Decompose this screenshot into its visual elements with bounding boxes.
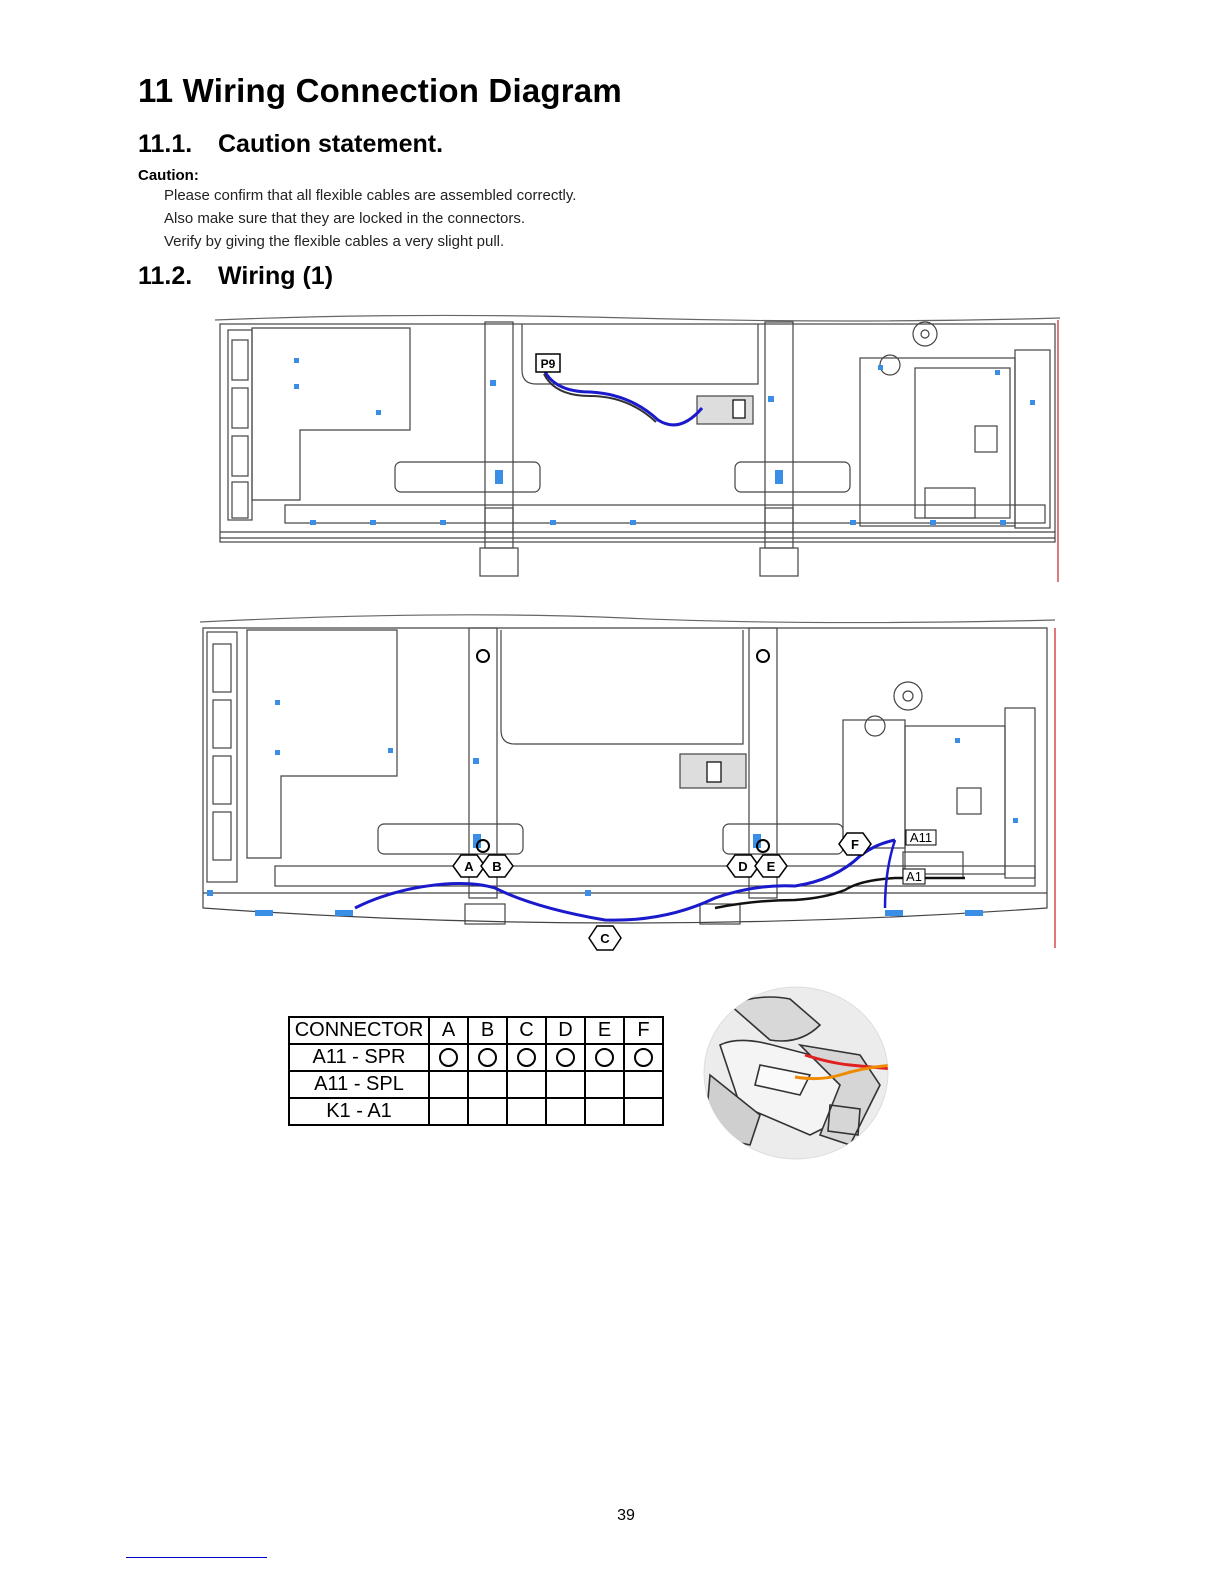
mark-cell	[546, 1098, 585, 1125]
mark-cell	[429, 1044, 468, 1071]
circle-mark	[556, 1048, 575, 1067]
section-title: Wiring (1)	[218, 262, 334, 290]
circle-mark	[595, 1048, 614, 1067]
table-row	[289, 1098, 663, 1125]
section-number: 11.2.	[138, 262, 193, 290]
section-number: 11.1.	[138, 130, 193, 158]
caution-line: Also make sure that they are locked in the connectors.	[164, 210, 526, 227]
table-header-cell: A	[429, 1017, 468, 1044]
row-label: A11 - SPR	[289, 1044, 429, 1071]
mark-cell	[507, 1071, 546, 1098]
footer-divider	[126, 1557, 267, 1558]
board-label-a11: A11	[909, 830, 933, 845]
circle-mark	[634, 1048, 653, 1067]
section-title: Caution statement.	[218, 130, 444, 158]
connector-label-p9: P9	[540, 357, 556, 371]
mark-cell	[624, 1071, 663, 1098]
table-header-cell: E	[585, 1017, 624, 1044]
mark-cell	[468, 1071, 507, 1098]
mark-cell	[624, 1044, 663, 1071]
table-header-cell: F	[624, 1017, 663, 1044]
mark-cell	[585, 1098, 624, 1125]
row-label: A11 - SPL	[289, 1071, 429, 1098]
section-heading-wiring	[138, 262, 333, 291]
mark-cell	[546, 1044, 585, 1071]
chapter-title: 11 Wiring Connection Diagram	[138, 72, 622, 109]
circle-mark	[439, 1048, 458, 1067]
marker-f	[839, 833, 871, 855]
circle-mark	[478, 1048, 497, 1067]
svg-text:F: F	[851, 837, 859, 852]
table-header-cell: D	[546, 1017, 585, 1044]
caution-label: Caution:	[138, 167, 199, 184]
mark-cell	[468, 1098, 507, 1125]
mark-cell	[585, 1071, 624, 1098]
svg-text:E: E	[766, 859, 776, 874]
table-row	[289, 1044, 663, 1071]
board-label-a1: A1	[906, 869, 922, 884]
table-header-cell: CONNECTOR	[289, 1017, 429, 1044]
marker-e	[755, 855, 787, 877]
svg-text:B: B	[492, 859, 502, 874]
table-row	[289, 1071, 663, 1098]
marker-c	[589, 926, 621, 950]
table-header-cell: B	[468, 1017, 507, 1044]
mark-cell	[624, 1098, 663, 1125]
mark-cell	[468, 1044, 507, 1071]
table-header-row	[289, 1017, 663, 1044]
mark-cell	[507, 1098, 546, 1125]
mark-cell	[429, 1071, 468, 1098]
wiring-diagram-bottom	[195, 608, 1065, 958]
connector-table	[288, 1016, 664, 1126]
circle-mark	[517, 1048, 536, 1067]
mark-cell	[546, 1071, 585, 1098]
marker-b	[481, 855, 513, 877]
wiring-diagram-top	[210, 310, 1070, 590]
page-number: 39	[617, 1507, 635, 1524]
caution-line: Please confirm that all flexible cables are assembled correctly.	[164, 187, 577, 204]
svg-text:C: C	[600, 931, 610, 946]
mark-cell	[429, 1098, 468, 1125]
mark-cell	[507, 1044, 546, 1071]
mark-cell	[585, 1044, 624, 1071]
row-label: K1 - A1	[289, 1098, 429, 1125]
table-header-cell: C	[507, 1017, 546, 1044]
caution-line: Verify by giving the flexible cables a very slight pull.	[164, 233, 505, 250]
svg-text:A: A	[464, 859, 474, 874]
svg-text:D: D	[738, 859, 748, 874]
section-heading-caution	[138, 130, 443, 159]
detail-photo	[700, 985, 895, 1165]
